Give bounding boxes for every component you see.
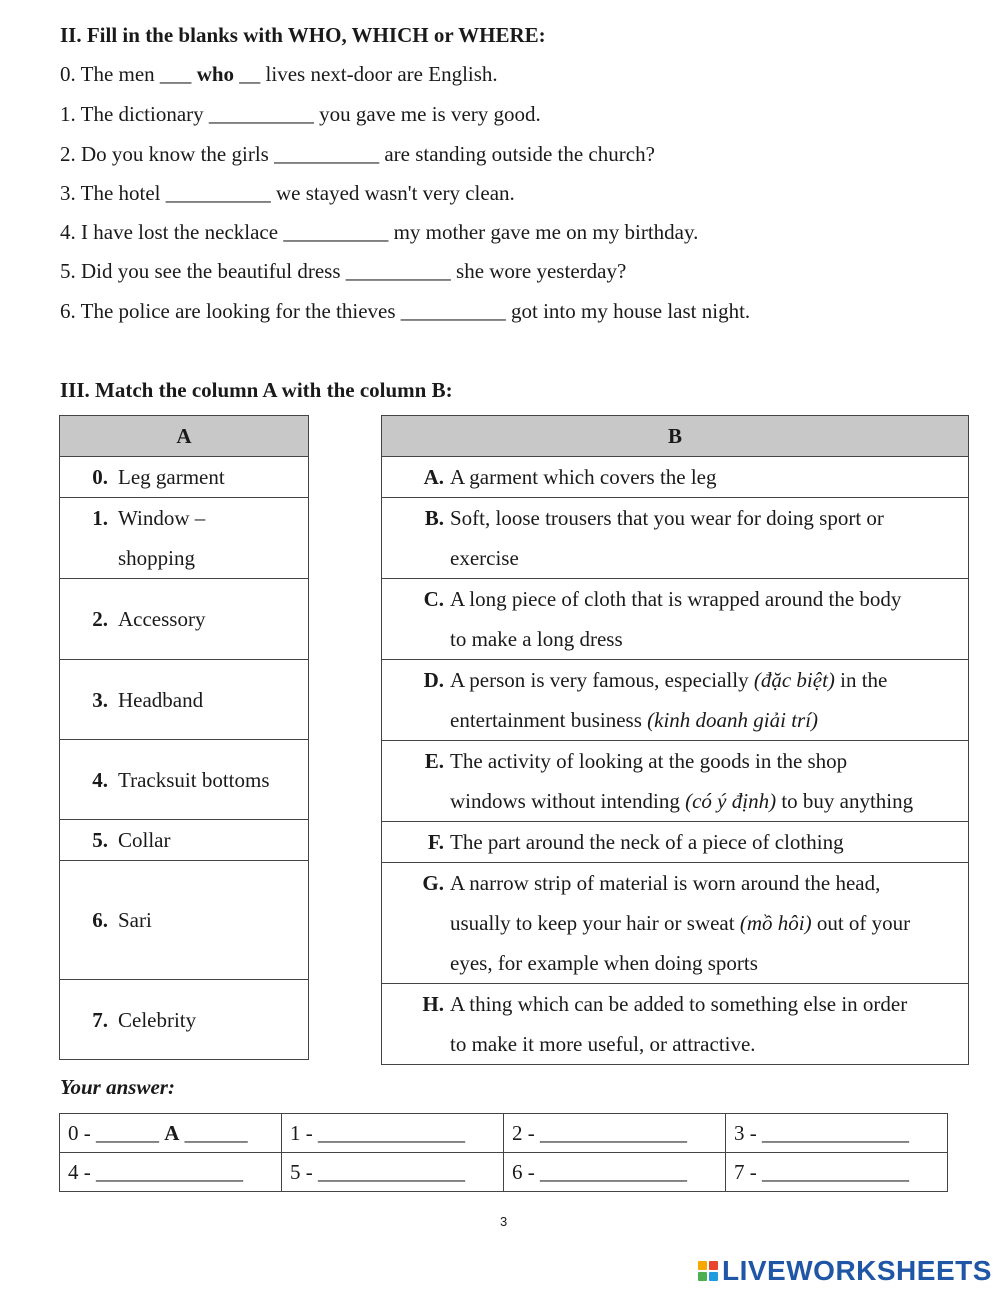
example-answer: who (196, 62, 235, 86)
text-part: entertainment business (450, 708, 648, 732)
your-answer-label: Your answer: (60, 1075, 175, 1099)
row-number: 6. (92, 908, 108, 932)
text-part: in the (834, 668, 888, 692)
logo-grid-icon (698, 1261, 718, 1281)
answer-cell-2[interactable]: 2 - ______________ (504, 1114, 726, 1153)
column-a-row-3 (60, 660, 309, 740)
logo-square (698, 1261, 707, 1270)
translation-note: (kinh doanh giải trí) (647, 708, 819, 732)
column-a-row-6 (60, 861, 309, 980)
row-text: Soft, loose trousers that you wear for doing sport or (450, 506, 884, 530)
column-a-header: A (60, 416, 309, 457)
answer-cell-5[interactable]: 5 - ______________ (282, 1153, 504, 1192)
row-text: Collar (118, 828, 171, 852)
row-text-2 (450, 903, 968, 943)
row-text: Window – (118, 506, 206, 530)
answer-text: 0 - ______ (68, 1120, 165, 1145)
example-after: __ lives next-door are English. (234, 62, 498, 86)
column-b-row-g (382, 863, 969, 984)
logo-square (709, 1261, 718, 1270)
row-letter: B. (424, 506, 444, 530)
row-text-3: eyes, for example when doing sports (450, 951, 758, 975)
row-text: Sari (118, 908, 152, 932)
text-part: A person is very famous, especially (450, 668, 754, 692)
row-letter: G. (422, 871, 444, 895)
row-text: A garment which covers the leg (450, 465, 717, 489)
answer-cell-1[interactable]: 1 - ______________ (282, 1114, 504, 1153)
row-text: Leg garment (118, 465, 225, 489)
row-number: 3. (92, 687, 108, 712)
row-text: Tracksuit bottoms (118, 767, 270, 792)
exercise-item-2[interactable]: 2. Do you know the girls __________ are standing outside the church? (60, 142, 655, 166)
row-text-2: to make a long dress (450, 627, 623, 651)
row-letter: A. (423, 465, 444, 489)
row-text: A narrow strip of material is worn around the head, (450, 871, 881, 895)
text-part: out of your (811, 911, 911, 935)
logo-square (709, 1272, 718, 1281)
section-2-title: II. Fill in the blanks with WHO, WHICH or WHERE: (60, 23, 546, 47)
row-letter: C. (423, 587, 444, 611)
translation-note: (đặc biệt) (753, 668, 835, 692)
answer-cell-7[interactable]: 7 - ______________ (726, 1153, 948, 1192)
row-text-2 (450, 700, 968, 740)
row-number: 4. (92, 767, 108, 792)
column-a-row-5 (60, 820, 309, 861)
answer-value: A (164, 1120, 180, 1145)
row-number: 7. (92, 1007, 108, 1032)
translation-note: (có ý định) (685, 789, 777, 813)
row-text: The part around the neck of a piece of clothing (450, 830, 844, 854)
answer-text: ______ (179, 1120, 248, 1145)
row-text: The activity of looking at the goods in the shop (450, 749, 848, 773)
row-text-2: to make it more useful, or attractive. (450, 1032, 756, 1056)
row-number: 1. (92, 506, 108, 530)
logo-square (698, 1272, 707, 1281)
answer-cell-0 (60, 1114, 282, 1153)
page-number: 3 (500, 1214, 508, 1229)
column-b-row-f (382, 822, 969, 863)
row-letter: D. (423, 668, 444, 692)
row-number: 5. (92, 828, 108, 852)
text-part: windows without intending (450, 789, 686, 813)
exercise-item-3[interactable]: 3. The hotel __________ we stayed wasn't very clean. (60, 181, 515, 205)
answer-table (59, 1113, 948, 1192)
exercise-item-1[interactable]: 1. The dictionary __________ you gave me is very good. (60, 102, 541, 126)
column-b-row-e (382, 741, 969, 822)
column-a-row-1 (60, 498, 309, 579)
row-number: 2. (92, 607, 108, 631)
row-text: Celebrity (118, 1007, 197, 1032)
column-a-row-0 (60, 457, 309, 498)
column-a-row-2 (60, 579, 309, 660)
liveworksheets-logo (698, 1255, 992, 1287)
example-before: 0. The men ___ (60, 62, 197, 86)
row-letter: F. (427, 830, 444, 854)
column-b-row-c (382, 579, 969, 660)
exercise-item-6[interactable]: 6. The police are looking for the thieves __________ got into my house last night. (60, 299, 751, 323)
section-3-title: III. Match the column A with the column B: (60, 378, 453, 402)
row-text: A long piece of cloth that is wrapped around the body (450, 587, 902, 611)
row-text-2: shopping (118, 546, 196, 570)
column-b-row-a (382, 457, 969, 498)
column-b-row-d (382, 660, 969, 741)
logo-text: LIVEWORKSHEETS (722, 1255, 992, 1286)
answer-cell-4[interactable]: 4 - ______________ (60, 1153, 282, 1192)
exercise-item-5[interactable]: 5. Did you see the beautiful dress __________ she wore yesterday? (60, 259, 627, 283)
row-text-2: exercise (450, 546, 519, 570)
row-text-2 (450, 781, 968, 821)
column-a-row-4 (60, 740, 309, 820)
answer-cell-6[interactable]: 6 - ______________ (504, 1153, 726, 1192)
column-b-row-b (382, 498, 969, 579)
example-sentence (60, 62, 498, 86)
row-number: 0. (92, 465, 108, 489)
text-part: usually to keep your hair or sweat (450, 911, 740, 935)
text-part: to buy anything (776, 789, 914, 813)
column-a-table (59, 415, 309, 1060)
column-a-row-7 (60, 980, 309, 1060)
column-b-header: B (382, 416, 969, 457)
row-text: Accessory (118, 607, 206, 631)
answer-cell-3[interactable]: 3 - ______________ (726, 1114, 948, 1153)
row-text (450, 660, 968, 700)
column-b-row-h (382, 984, 969, 1065)
row-text: A thing which can be added to something else in order (450, 992, 908, 1016)
exercise-item-4[interactable]: 4. I have lost the necklace __________ my mother gave me on my birthday. (60, 220, 699, 244)
column-b-table (381, 415, 969, 1065)
row-text: Headband (118, 687, 204, 712)
row-letter: E. (424, 749, 444, 773)
translation-note: (mồ hôi) (739, 911, 812, 935)
row-letter: H. (422, 992, 444, 1016)
